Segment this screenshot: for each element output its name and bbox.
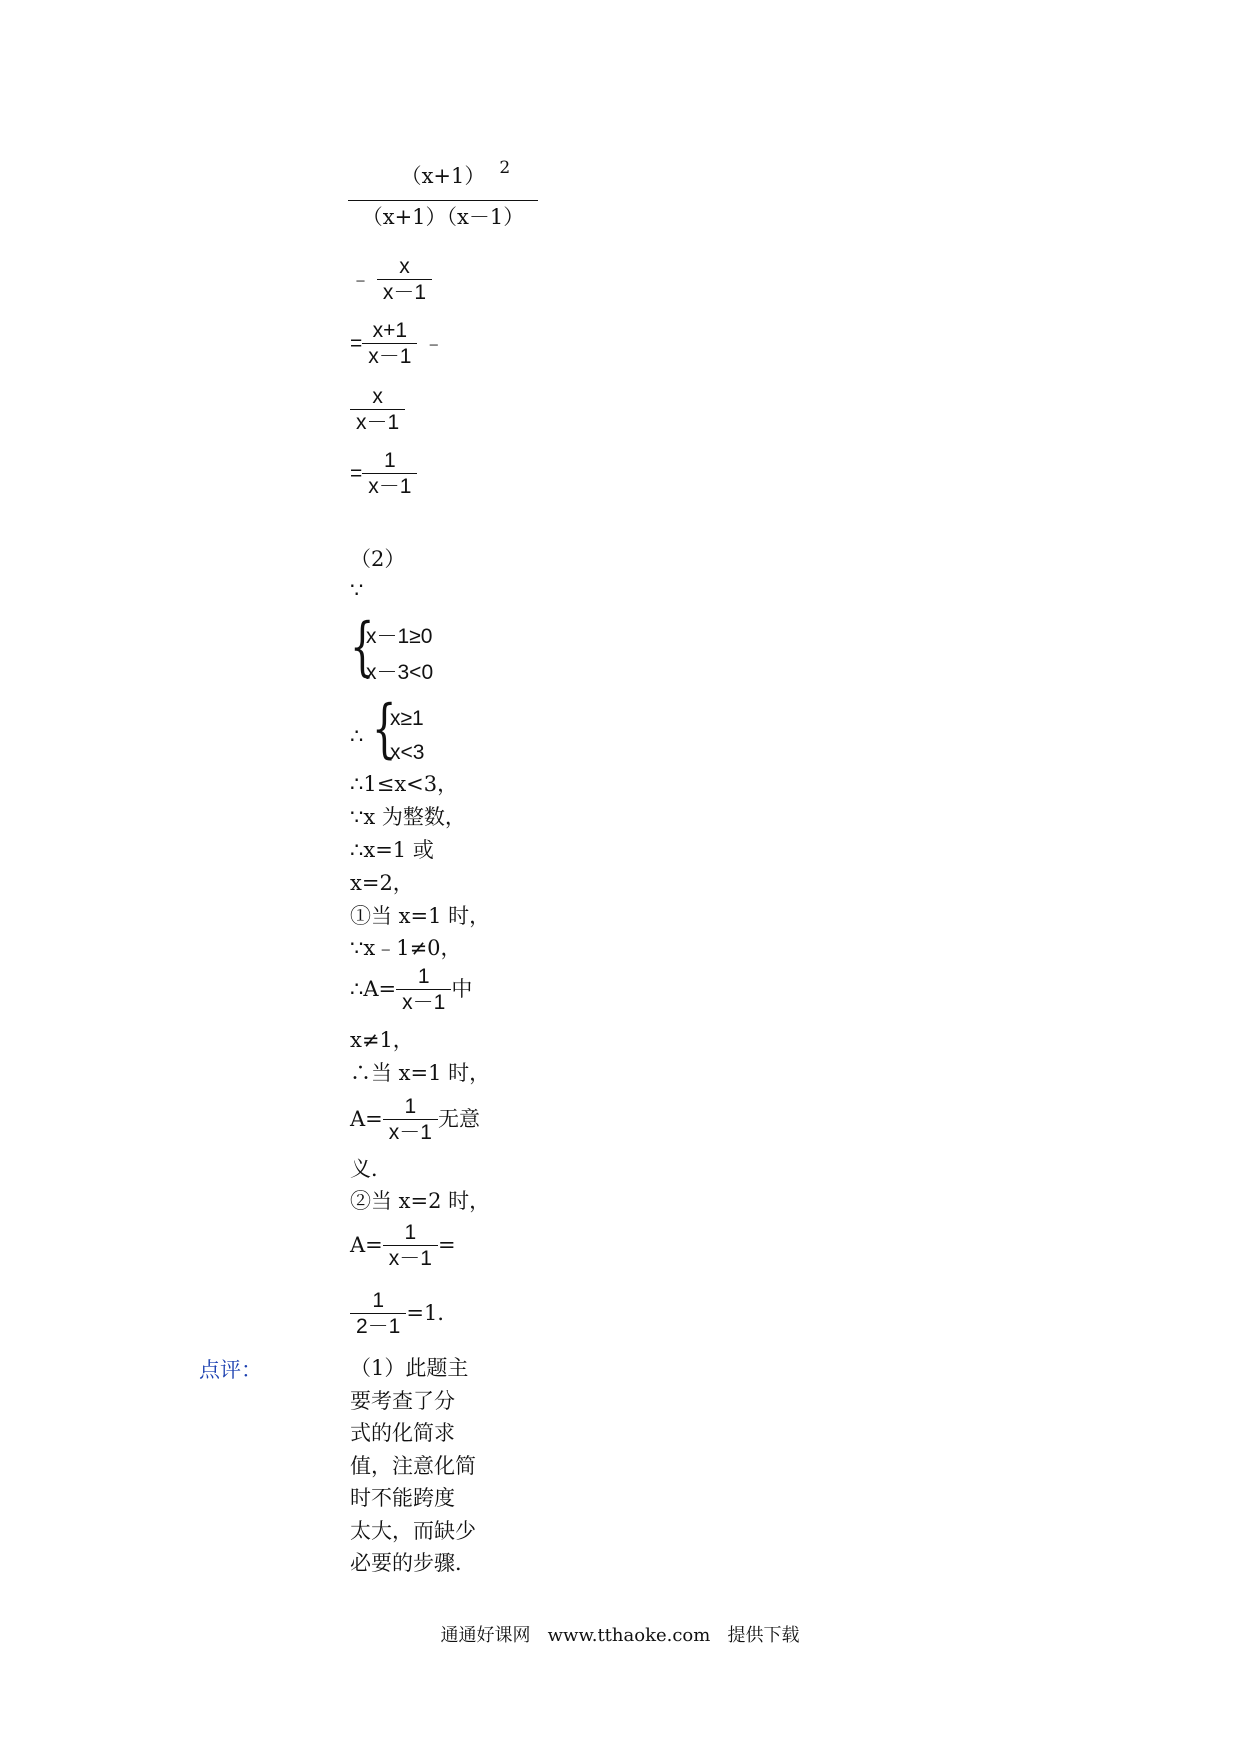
inequality-4: x<3 <box>390 741 425 764</box>
condition-line: ∵x﹣1≠0， <box>350 936 462 960</box>
left-brace: { <box>372 692 397 766</box>
fraction-numerator: 1 <box>372 1289 385 1312</box>
fraction <box>383 1094 438 1145</box>
left-brace: { <box>350 610 375 684</box>
fraction <box>377 254 432 305</box>
fraction-numerator: 1 <box>404 1221 417 1244</box>
a-equals: A= <box>350 1107 383 1132</box>
fraction-denominator: x－1 <box>368 345 412 369</box>
x-ne-1-line: x≠1， <box>350 1028 414 1052</box>
fraction <box>396 964 451 1015</box>
fraction-denominator: x－1 <box>388 1247 432 1271</box>
comment-body <box>350 1358 476 1586</box>
range-line: ∴1≤x<3， <box>350 772 459 796</box>
suffix-text: 无意 <box>437 1107 480 1132</box>
comment-line: 要考查了分 <box>350 1388 455 1413</box>
inequality-3: x≥1 <box>390 707 424 730</box>
meaning-line: 义． <box>350 1157 392 1181</box>
comment-line: 时不能跨度 <box>350 1486 455 1510</box>
x-eq-1-line: ∴x=1 或 <box>350 838 434 862</box>
fraction-denominator: x－1 <box>356 411 400 435</box>
fraction-top <box>348 158 538 229</box>
case-1-line: ①当 x=1 时， <box>350 904 491 928</box>
case-2-line: ②当 x=2 时， <box>350 1189 491 1213</box>
fraction-denominator: x－1 <box>368 475 412 499</box>
fraction-denominator: 2－1 <box>356 1315 401 1339</box>
fraction-denominator: x－1 <box>402 991 446 1015</box>
equals-sign: = <box>350 462 363 486</box>
fraction-numerator: 1 <box>417 965 430 988</box>
when-1-line: ∴当 x=1 时， <box>350 1061 491 1085</box>
because-symbol: ∵ <box>350 578 364 602</box>
fraction-numerator: x <box>372 385 383 408</box>
fraction <box>362 448 417 499</box>
therefore-symbol: ∴ <box>350 724 364 748</box>
minus-sign: ﹣ <box>423 332 445 356</box>
fraction-numerator: 1 <box>404 1095 417 1118</box>
integer-line: ∵x 为整数， <box>350 805 466 829</box>
fraction <box>350 384 405 435</box>
a-equals: ∴A= <box>350 977 397 1002</box>
comment-line: 式的化简求 <box>350 1421 455 1445</box>
line-4 <box>350 448 417 499</box>
system-1 <box>350 610 490 688</box>
fraction-bar <box>348 200 538 201</box>
fraction-numerator: x <box>399 255 410 278</box>
line-3 <box>350 384 405 435</box>
numerator: （x+1） <box>400 164 486 188</box>
inequality-1: x－1≥0 <box>366 625 433 648</box>
a-equals: A= <box>350 1233 383 1258</box>
fraction-numerator: 1 <box>384 449 396 472</box>
equals-sign: = <box>350 332 363 356</box>
fraction-denominator: x－1 <box>382 281 427 305</box>
comment-label: 点评： <box>199 1358 262 1382</box>
comment-line: 值，注意化简 <box>350 1453 476 1478</box>
fraction <box>362 318 417 369</box>
suffix-text: 中 <box>451 977 473 1002</box>
x-eq-2-line: x=2， <box>350 871 414 895</box>
result-text: =1． <box>406 1301 459 1326</box>
a-line-3 <box>350 1220 456 1271</box>
a-line-4 <box>350 1288 458 1339</box>
line-1 <box>350 254 432 305</box>
a-line-2 <box>350 1094 480 1145</box>
equals-sign: = <box>437 1233 456 1258</box>
line-2 <box>350 318 444 369</box>
comment-line: 太大，而缺少 <box>350 1518 476 1543</box>
exponent: 2 <box>499 158 511 178</box>
minus-sign: ﹣ <box>350 268 371 292</box>
comment-line: （1）此题主 <box>350 1356 469 1380</box>
a-line-1 <box>350 964 472 1015</box>
page-footer: 通通好课网 www.tthaoke.com 提供下载 <box>440 1625 800 1646</box>
fraction-denominator: x－1 <box>388 1121 432 1145</box>
inequality-2: x－3<0 <box>366 661 434 684</box>
denominator: （x+1）（x－1） <box>361 205 525 229</box>
fraction <box>350 1288 406 1339</box>
fraction <box>383 1220 438 1271</box>
fraction-numerator: x+1 <box>372 319 408 342</box>
comment-line: 必要的步骤． <box>350 1551 476 1575</box>
part-2-label: （2） <box>350 547 406 571</box>
system-2 <box>350 692 490 770</box>
